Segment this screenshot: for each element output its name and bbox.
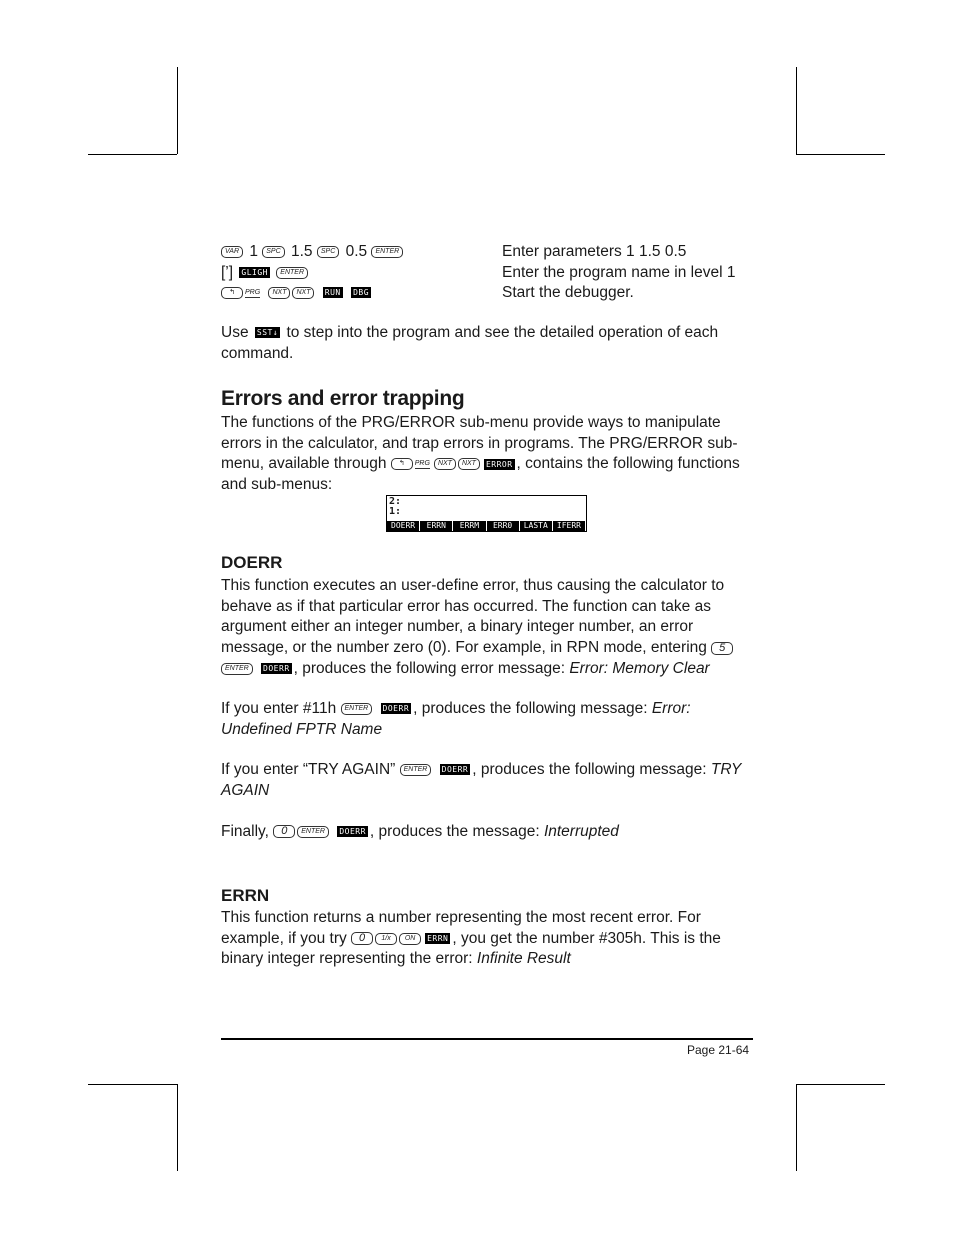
use-text: to step into the program and see the detailed operation of each command. (221, 324, 719, 362)
sst-softkey: SST↓ (256, 328, 279, 338)
nxt-key: NXT (268, 287, 290, 299)
menu-errn: ERRN (420, 521, 452, 531)
var-key: VAR (221, 246, 243, 258)
errn-heading: ERRN (221, 886, 270, 905)
error-message: Error: Undefined FPTR Name (221, 700, 691, 738)
crop-mark (177, 1084, 178, 1171)
error-message: TRY AGAIN (221, 761, 742, 799)
enter-key: ENTER (341, 703, 373, 715)
doerr-text: This function executes an user-define error, thus causing the calculator to behave as if that particular error has occurred. The function can take as argument either an integer number, a binary integer number, an error message, or the number zero (0). For example, in RPN mode, entering (221, 577, 725, 657)
error-message: Infinite Result (476, 950, 571, 968)
soft-menu (387, 521, 586, 531)
doerr-text: , produces the following message: (472, 761, 711, 778)
crop-mark (88, 154, 177, 155)
nxt-key: NXT (434, 458, 456, 470)
error-softkey: ERROR (485, 459, 513, 469)
doerr-text: If you enter #11h (221, 700, 341, 717)
stack-level-1: 1: (389, 506, 402, 517)
doerr-softkey: DOERR (339, 827, 366, 837)
doerr-softkey: DOERR (263, 664, 290, 674)
keystroke-value: 0.5 (345, 243, 368, 260)
doerr-text: , produces the following message: (413, 700, 652, 717)
enter-key: ENTER (297, 826, 329, 838)
left-shift-icon: ↰ (391, 458, 413, 470)
doerr-softkey: DOERR (441, 765, 469, 775)
doerr-paragraph (221, 576, 751, 680)
prg-label: PRG (414, 460, 430, 468)
left-shift-icon: ↰ (221, 287, 243, 299)
enter-key: ENTER (221, 663, 253, 675)
nxt-key: NXT (458, 458, 480, 470)
doerr-softkey: DOERR (382, 704, 410, 714)
prg-label: PRG (245, 288, 261, 296)
menu-lastarg: LASTA (520, 521, 552, 531)
doerr-text: If you enter “TRY AGAIN” (221, 761, 400, 778)
on-key: ON (399, 933, 421, 945)
footer-rule (221, 1038, 753, 1040)
nxt-key: NXT (292, 287, 314, 299)
keystroke-row (221, 283, 634, 303)
use-paragraph (221, 323, 751, 364)
keystroke-description: Enter parameters 1 1.5 0.5 (502, 243, 687, 260)
quote-key: [’] (221, 264, 234, 281)
errn-text: This function returns a number representing the most recent error. For example, if you try (221, 909, 701, 947)
zero-key: 0 (273, 825, 295, 838)
run-softkey: RUN (324, 288, 341, 298)
crop-mark (796, 1084, 797, 1171)
keystroke-description: Start the debugger. (502, 284, 634, 301)
zero-key: 0 (351, 932, 373, 945)
errn-softkey: ERRN (427, 934, 449, 944)
keystroke-row (221, 242, 687, 262)
error-message: Error: Memory Clear (569, 659, 710, 677)
crop-mark (796, 67, 797, 154)
five-key: 5 (711, 642, 733, 655)
use-text: Use (221, 324, 253, 341)
doerr-text: Finally, (221, 823, 274, 840)
enter-key: ENTER (371, 246, 403, 258)
doerr-text: , produces the message: (369, 823, 544, 840)
keystroke-row (221, 263, 736, 283)
enter-key: ENTER (276, 267, 308, 279)
doerr-heading: DOERR (221, 553, 283, 572)
intro-paragraph (221, 413, 751, 496)
enter-key: ENTER (400, 764, 432, 776)
crop-mark (177, 67, 178, 154)
crop-mark (88, 1084, 177, 1085)
menu-doerr: DOERR (387, 521, 419, 531)
inverse-key: 1/x (375, 933, 397, 945)
section-title: Errors and error trapping (221, 387, 465, 410)
keystroke-description: Enter the program name in level 1 (502, 264, 736, 281)
spc-key: SPC (317, 246, 339, 258)
dbg-softkey: DBG (353, 288, 370, 298)
doerr-example-3 (221, 760, 751, 801)
keystroke-value: 1 (249, 243, 258, 260)
crop-mark (796, 154, 885, 155)
doerr-example-2 (221, 699, 751, 740)
doerr-example-4 (221, 822, 751, 843)
stack-level-2: 2: (389, 496, 402, 507)
keystroke-value: 1.5 (290, 243, 313, 260)
crop-mark (796, 1084, 885, 1085)
page-number: Page 21-64 (687, 1043, 750, 1057)
menu-iferr: IFERR (553, 521, 585, 531)
errn-paragraph (221, 908, 751, 970)
errn-text: , you get the number #305h. This is the binary integer representing the error: (221, 929, 721, 968)
intro-text: The functions of the PRG/ERROR sub-menu provide ways to manipulate errors in the calculator, and trap errors in programs. The PRG/ERROR sub-menu, available through (221, 414, 738, 473)
doerr-text: , produces the following error message: (293, 659, 570, 677)
error-message: Interrupted (543, 823, 619, 840)
menu-err0: ERR0 (487, 521, 519, 531)
spc-key: SPC (262, 246, 284, 258)
menu-errm: ERRM (453, 521, 485, 531)
intro-text: , contains the following functions and sub-menus: (221, 455, 740, 494)
calculator-screen (386, 495, 587, 532)
program-name-softkey: GLIGH (241, 268, 268, 278)
